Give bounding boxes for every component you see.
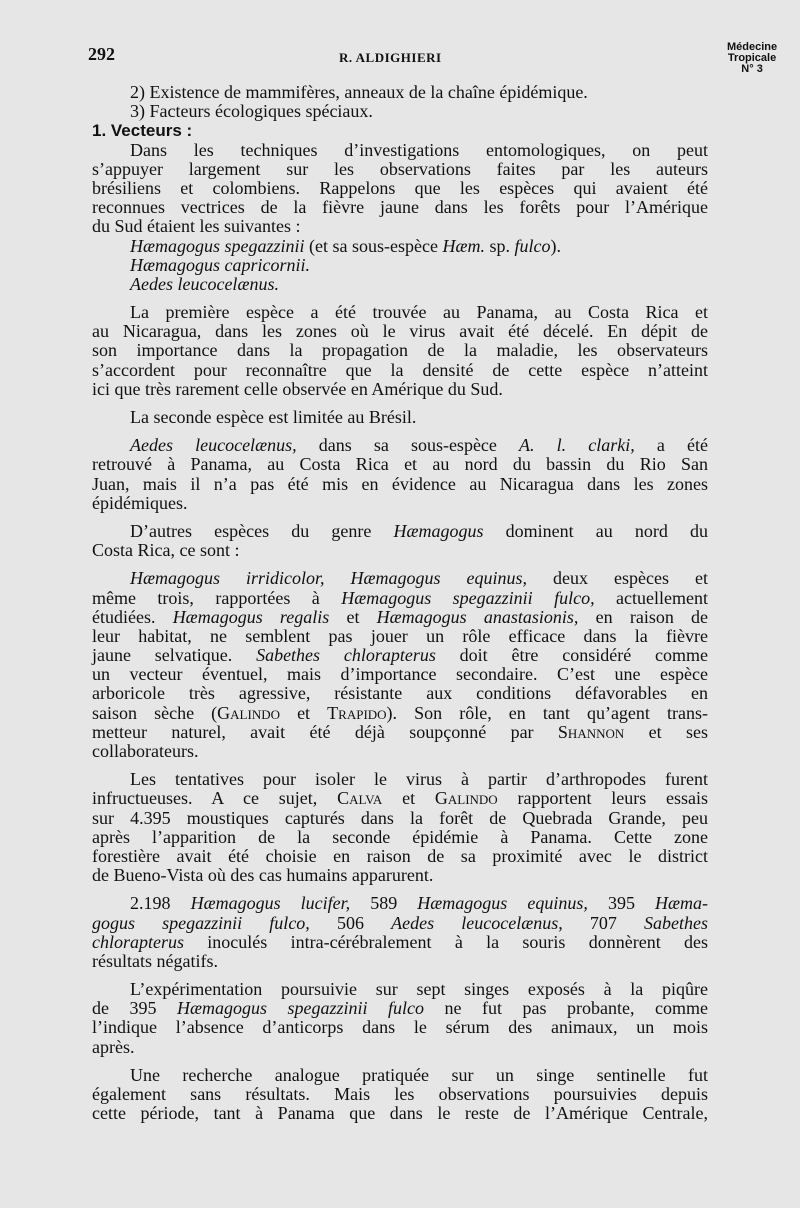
species-item-2: Hæmagogus capricornii. [130,254,310,275]
text-line: D’autres espèces du genre Hæmagogus dominent au nord du [130,520,708,541]
paragraph-5 [92,522,708,560]
text-line: La seconde espèce est limitée au Brésil. [130,407,417,427]
text-line: un vecteur éventuel, mais d’importance secondaire. C’est une espèce [92,664,708,685]
text-line: arboricole très agressive, résistante aux conditions défavorables en [92,683,708,704]
text-line: du Sud étaient les suivantes : [92,216,301,237]
text-line: étudiées. Hæmagogus regalis et Hæmagogus anastasionis, en raison de [92,606,709,627]
text-line: gogus spegazzinii fulco, 506 Aedes leucocelænus, 707 Sabethes [92,912,709,933]
text-line: après l’apparition de la seconde épidémie à Panama. Cette zone [92,826,708,847]
species-item-3: Aedes leucocelænus. [130,273,279,294]
text-line: Une recherche analogue pratiquée sur un singe sentinelle fut [130,1064,708,1085]
text-line: de 395 Hæmagogus spegazzinii fulco ne fut pas probante, comme [92,998,708,1019]
paragraph-1 [92,141,708,237]
text-line: Les tentatives pour isoler le virus à partir d’arthropodes furent [130,769,708,790]
text-line: La première espèce a été trouvée au Panama, au Costa Rica et [130,302,708,323]
list-item-3: 3) Facteurs écologiques spéciaux. [130,101,373,122]
text-line: saison sèche (Galindo et Trapido). Son rôle, en tant qu’agent trans- [92,702,708,723]
text-line: Hæmagogus irridicolor, Hæmagogus equinus, deux espèces et [130,568,709,589]
paragraph-3 [92,408,708,427]
text-line: brésiliens et colombiens. Rappelons que les espèces qui avaient été [92,177,708,198]
section-title-vecteurs: 1. Vecteurs : [92,121,193,141]
text-line: leur habitat, ne semblent pas jouer un rôle efficace dans la fièvre [92,625,708,646]
text-line: forestière avait été choisie en raison de sa proximité avec le district [92,845,708,866]
text-line: après. [92,1036,135,1057]
text-line: ici que très rarement celle observée en Amérique du Sud. [92,378,503,399]
text-line: sur 4.395 moustiques capturés dans la forêt de Quebrada Grande, peu [92,807,708,828]
text-line: reconnues vectrices de la fièvre jaune dans les forêts pour l’Amérique [92,197,708,218]
text-line: collaborateurs. [92,741,199,761]
text-line: résultats négatifs. [92,950,218,971]
text-line: infructueuses. A ce sujet, Calva et Galindo rapportent leurs essais [92,788,708,809]
journal-line-3: N° 3 [741,63,763,75]
paragraph-8 [92,894,708,971]
journal-line-1: Médecine [727,41,778,53]
text-line: Juan, mais il n’a pas été mis en évidence au Nicaragua dans les zones [92,473,708,494]
journal-label [727,42,777,75]
paragraph-2 [92,303,708,399]
species-item-1: Hæmagogus spegazzinii (et sa sous-espèce Hæm. sp. fulco). [130,235,561,256]
text-line: Aedes leucocelænus, dans sa sous-espèce A. l. clarki, a été [130,435,708,456]
text-line: l’indique l’absence d’anticorps dans le sérum des animaux, un mois [92,1017,708,1038]
paragraph-6 [92,569,708,761]
text-line: également sans résultats. Mais les observations poursuivies depuis [92,1084,708,1104]
text-line: metteur naturel, avait été déjà soupçonné par Shannon et ses [92,721,708,742]
paragraph-9 [92,980,708,1057]
paragraph-7 [92,770,708,885]
text-line: cette période, tant à Panama que dans le reste de l’Amérique Centrale, [92,1103,708,1124]
list-item-2: 2) Existence de mammifères, anneaux de la chaîne épidémique. [130,82,588,102]
text-line: s’accordent pour reconnaître que la densité de cette espèce n’atteint [92,359,708,380]
text-line: Dans les techniques d’investigations entomologiques, on peut [130,139,708,160]
text-line: épidémiques. [92,492,188,513]
text-line: même trois, rapportées à Hæmagogus spegazzinii fulco, actuellement [92,587,709,608]
species-list [92,237,708,295]
text-line: son importance dans la propagation de la maladie, les observateurs [92,340,708,361]
text-line: L’expérimentation poursuivie sur sept singes exposés à la piqûre [130,979,708,1000]
page-number: 292 [88,44,115,64]
paragraph-4 [92,436,708,513]
paragraph-10 [92,1066,708,1124]
text-line: retrouvé à Panama, au Costa Rica et au nord du bassin du Rio San [92,454,708,475]
text-line: 2.198 Hæmagogus lucifer, 589 Hæmagogus equinus, 395 Hæma- [130,893,709,914]
article-body [92,83,708,1123]
text-line: jaune selvatique. Sabethes chlorapterus doit être considéré comme [92,645,708,666]
running-head-author: R. ALDIGHIERI [339,50,442,65]
text-line: s’appuyer largement sur les observations faites par les auteurs [92,158,708,179]
text-line: Costa Rica, ce sont : [92,540,240,561]
text-line: au Nicaragua, dans les zones où le virus avait été décelé. En dépit de [92,321,708,342]
text-line: de Bueno-Vista où des cas humains apparurent. [92,865,434,886]
journal-line-2: Tropicale [727,52,777,64]
text-line: chlorapterus inoculés intra-cérébralement à la souris donnèrent des [92,931,708,952]
